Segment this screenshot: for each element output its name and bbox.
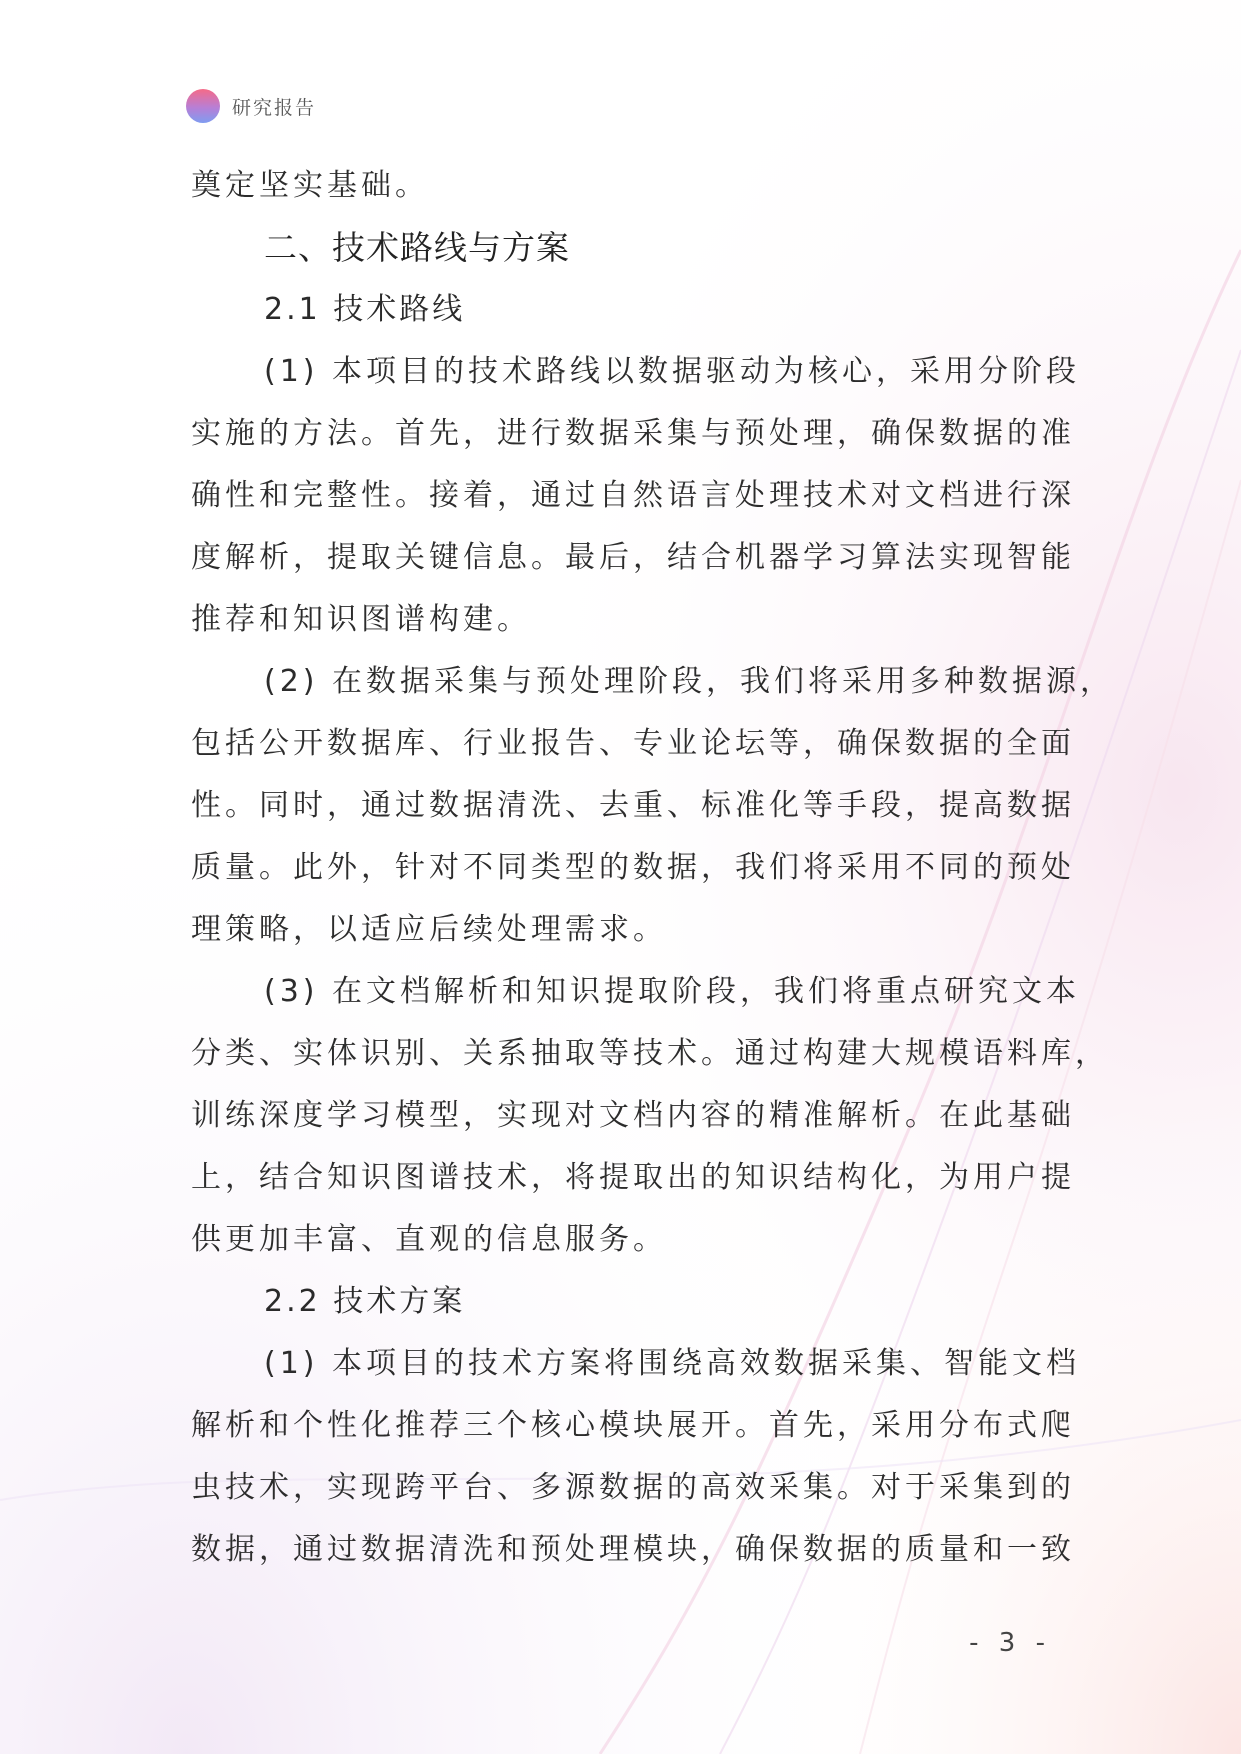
paragraph-line: (3) 在文档解析和知识提取阶段，我们将重点研究文本 bbox=[264, 974, 1081, 1009]
paragraph-line: 确性和完整性。接着，通过自然语言处理技术对文档进行深 bbox=[191, 478, 1075, 513]
paragraph-line: 理策略，以适应后续处理需求。 bbox=[191, 912, 667, 947]
paragraph-line: 解析和个性化推荐三个核心模块展开。首先，采用分布式爬 bbox=[191, 1408, 1075, 1443]
paragraph-line: 虫技术，实现跨平台、多源数据的高效采集。对于采集到的 bbox=[191, 1470, 1075, 1505]
paragraph-line: 奠定坚实基础。 bbox=[191, 168, 429, 203]
paragraph-line: 质量。此外，针对不同类型的数据，我们将采用不同的预处 bbox=[191, 850, 1075, 885]
paragraph-line: 实施的方法。首先，进行数据采集与预处理，确保数据的准 bbox=[191, 416, 1075, 451]
page-number: - 3 - bbox=[969, 1628, 1051, 1658]
paragraph-line: 上，结合知识图谱技术，将提取出的知识结构化，为用户提 bbox=[191, 1160, 1075, 1195]
paragraph-line: (2) 在数据采集与预处理阶段，我们将采用多种数据源， bbox=[264, 664, 1115, 699]
paragraph-line: 数据，通过数据清洗和预处理模块，确保数据的质量和一致 bbox=[191, 1532, 1075, 1567]
subsection-heading-2-1: 2.1 技术路线 bbox=[264, 292, 466, 327]
paragraph-line: 性。同时，通过数据清洗、去重、标准化等手段，提高数据 bbox=[191, 788, 1075, 823]
paragraph-line: 度解析，提取关键信息。最后，结合机器学习算法实现智能 bbox=[191, 540, 1075, 575]
logo-icon bbox=[186, 89, 220, 123]
header-title: 研究报告 bbox=[232, 96, 317, 119]
paragraph-line: (1) 本项目的技术方案将围绕高效数据采集、智能文档 bbox=[264, 1346, 1081, 1381]
paragraph-line: (1) 本项目的技术路线以数据驱动为核心，采用分阶段 bbox=[264, 354, 1081, 389]
subsection-heading-2-2: 2.2 技术方案 bbox=[264, 1284, 466, 1319]
report-header bbox=[186, 88, 316, 124]
paragraph-line: 推荐和知识图谱构建。 bbox=[191, 602, 531, 637]
paragraph-line: 训练深度学习模型，实现对文档内容的精准解析。在此基础 bbox=[191, 1098, 1075, 1133]
paragraph-line: 分类、实体识别、关系抽取等技术。通过构建大规模语料库， bbox=[191, 1036, 1109, 1071]
paragraph-line: 供更加丰富、直观的信息服务。 bbox=[191, 1222, 667, 1257]
section-heading: 二、技术路线与方案 bbox=[264, 228, 570, 267]
paragraph-line: 包括公开数据库、行业报告、专业论坛等，确保数据的全面 bbox=[191, 726, 1075, 761]
